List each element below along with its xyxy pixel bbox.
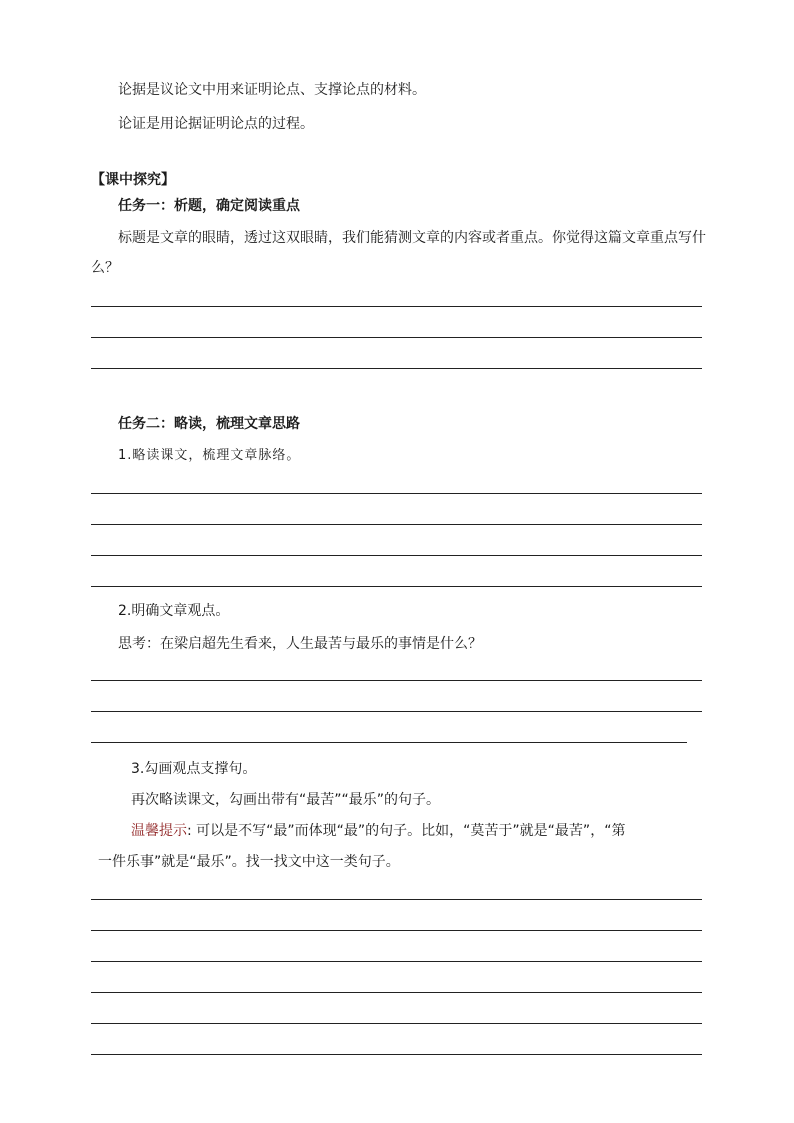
hint-label: 温馨提示	[131, 823, 187, 839]
answer-line[interactable]	[91, 524, 702, 525]
task2-item-1: 1.略读课文，梳理文章脉络。	[118, 448, 301, 463]
answer-line[interactable]	[91, 742, 687, 743]
answer-line[interactable]	[91, 493, 702, 494]
task1-text-line-2: 么？	[91, 260, 119, 276]
task2-think: 思考：在梁启超先生看来，人生最苦与最乐的事情是什么？	[118, 636, 482, 652]
answer-line[interactable]	[91, 368, 702, 369]
answer-line[interactable]	[91, 711, 702, 712]
hint-line-2: 一件乐事”就是“最乐”。找一找文中这一类句子。	[98, 854, 400, 870]
task2-item-3: 3.勾画观点支撑句。	[131, 761, 257, 777]
hint-line-1	[131, 821, 625, 841]
answer-line[interactable]	[91, 586, 702, 587]
intro-line-2: 论证是用论据证明论点的过程。	[118, 116, 314, 132]
task1-text-line-1: 标题是文章的眼睛，透过这双眼睛，我们能猜测文章的内容或者重点。你觉得这篇文章重点写什	[118, 230, 706, 246]
task2-item-3-desc: 再次略读课文，勾画出带有“最苦”“最乐”的句子。	[131, 792, 441, 808]
task1-title: 任务一：析题，确定阅读重点	[118, 198, 300, 214]
answer-line[interactable]	[91, 899, 702, 900]
answer-line[interactable]	[91, 555, 702, 556]
answer-line[interactable]	[91, 337, 702, 338]
hint-text: : 可以是不写“最”而体现“最”的句子。比如，“莫苦于”就是“最苦”，“第	[187, 823, 626, 839]
answer-line[interactable]	[91, 680, 702, 681]
answer-line[interactable]	[91, 306, 702, 307]
answer-line[interactable]	[91, 992, 702, 993]
answer-line[interactable]	[91, 1023, 702, 1024]
section-heading: 【课中探究】	[91, 172, 175, 188]
answer-line[interactable]	[91, 961, 702, 962]
intro-line-1: 论据是议论文中用来证明论点、支撑论点的材料。	[118, 82, 426, 98]
answer-line[interactable]	[91, 930, 702, 931]
task2-title: 任务二：略读，梳理文章思路	[118, 416, 300, 432]
task2-item-2: 2.明确文章观点。	[118, 603, 230, 619]
answer-line[interactable]	[91, 1054, 702, 1055]
